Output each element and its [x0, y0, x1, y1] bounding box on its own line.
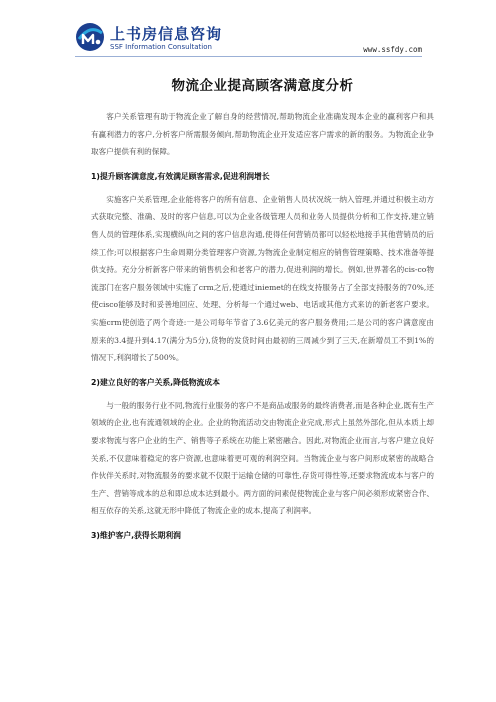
logo-title: 上书房信息咨询	[110, 25, 223, 43]
section-heading-3: 3)维护客户,获得长期利润	[91, 530, 181, 540]
section-heading-2: 2)建立良好的客户关系,降低物流成本	[91, 377, 220, 387]
logo-subtitle: SSF Information Consultation	[110, 43, 212, 51]
header-divider	[75, 56, 422, 57]
document-body	[91, 74, 434, 550]
section-2-paragraph: 与一般的服务行业不同,物流行业服务的客户不是商品或服务的最终消费者,而是各种企业,既有生产领域的企业,也有流通领域的企业。企业的物流活动交由物流企业完成,形式上虽然外部化,但从本质上却要求物流与客户企业的生产、销售等子系统在功能上紧密融合。因此,对物流企业而言,与客户建立良好关系,不仅意味着稳定的客户资源,也意味着更可观的利润空间。当物流企业与客户间形成紧密的战略合作伙伴关系时,对物流服务的要求就不仅限于运输仓储的可靠性,存货可得性等,还要求物流成本与客户的生产、营销等成本的总和即总成本达到最小。两方面的问素促使物流企业与客户间必须形成紧密合作、相互依存的关系,这就无形中降低了物流企业的成本,提高了利润率。	[91, 400, 434, 516]
page-header	[0, 0, 496, 56]
intro-paragraph: 客户关系管理有助于物流企业了解自身的经营情况,帮助物流企业准确发现本企业的赢利客户和具有赢利潜力的客户,分析客户所需服务倾向,帮助物流企业开发适应客户需求的新的服务。为物流企业争取客户提供有利的保障。	[91, 112, 434, 157]
ssf-logo-icon	[75, 22, 105, 52]
site-url[interactable]: www.ssfdy.com	[363, 45, 422, 54]
section-1-paragraph: 实施客户关系管理,企业能将客户的所有信息、企业销售人员状况统一纳入管理,并通过积极主动方式获取完整、准确、及时的客户信息,可以为企业各级管理人员和业务人员提供分析和工作支持,建立销售人员的管理体系,实现横纵向之间的客户信息沟通,使得任何营销员都可以轻松地接手其他营销员的后续工作;可以根据客户生命周期分类管理客户资源,为物流企业制定相应的销售管理策略、技术准备等提供支持。充分分析新客户带来的销售机会和老客户的潜力,促进利润的增长。例如,世界著名的cis-co物流部门在客户服务领域中实施了crm之后,使通过iniemet的在线支持服务占了全部支持服务的70%,还使cisco能够及时和妥善地回应、处理、分析每一个通过web、电话或其他方式来访的新老客户要求。实施crm使创造了两个奇迹:一是公司每年节省了3.6亿美元的客户服务费用;二是公司的客户满意度由原来的3.4提升到4.17(满分为5分),货物的发货时间由最初的三周减少到了三天,在新增员工不到1%的情况下,利润增长了500%。	[91, 194, 434, 363]
document-title: 物流企业提高顾客满意度分析	[171, 78, 354, 94]
section-heading-1: 1)提升顾客满意度,有效满足顾客需求,促进利润增长	[91, 171, 270, 181]
